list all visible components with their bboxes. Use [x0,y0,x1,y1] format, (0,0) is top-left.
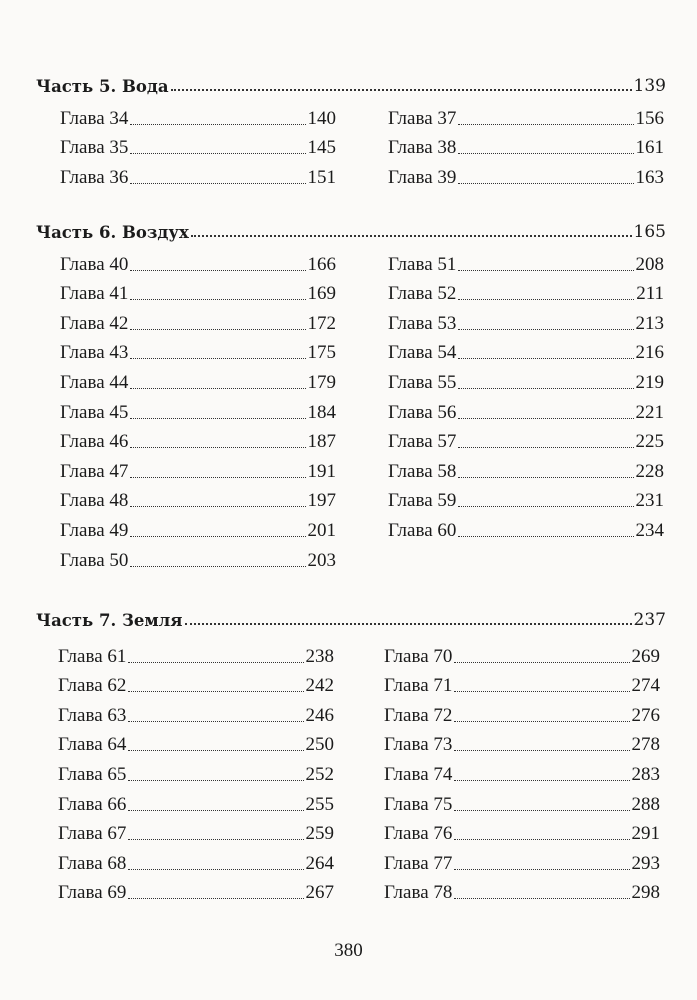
chapter-page-number: 216 [635,342,664,364]
chapter-label: Глава 49 [60,519,129,541]
dot-leader [130,566,305,567]
chapter-label: Глава 36 [60,166,129,188]
chapter-label: Глава 62 [58,675,127,697]
chapter-label: Глава 51 [388,253,457,275]
toc-entry[interactable] [384,668,660,698]
chapter-label: Глава 68 [58,852,127,874]
toc-entry[interactable] [60,305,336,335]
part-page-number: 165 [633,222,666,242]
part-page-number: 237 [633,610,666,630]
toc-entry[interactable] [388,424,664,454]
dot-leader [458,358,633,359]
toc-entry[interactable] [58,845,334,875]
chapter-label: Глава 42 [60,312,129,334]
dot-leader [458,388,633,389]
toc-entry[interactable] [60,483,336,513]
dot-leader [130,299,305,300]
chapter-label: Глава 46 [60,431,129,453]
dot-leader [128,750,303,751]
toc-entry[interactable] [60,100,336,130]
dot-leader [128,691,303,692]
chapter-page-number: 242 [305,675,334,697]
chapter-page-number: 252 [305,763,334,785]
chapter-page-number: 213 [635,312,664,334]
dot-leader [191,235,632,237]
chapter-page-number: 184 [307,401,336,423]
dot-leader [128,721,303,722]
dot-leader [458,418,633,419]
chapter-label: Глава 54 [388,342,457,364]
chapter-label: Глава 70 [384,645,453,667]
chapter-label: Глава 63 [58,704,127,726]
dot-leader [458,124,633,125]
chapter-page-number: 234 [635,519,664,541]
toc-entry[interactable] [58,697,334,727]
toc-entry[interactable] [384,697,660,727]
chapter-label: Глава 61 [58,645,127,667]
dot-leader [458,270,633,271]
toc-entry[interactable] [388,453,664,483]
chapter-page-number: 291 [631,823,660,845]
toc-entry[interactable] [388,364,664,394]
toc-entry[interactable] [384,845,660,875]
toc-entry[interactable] [388,335,664,365]
chapter-page-number: 238 [305,645,334,667]
chapter-label: Глава 53 [388,312,457,334]
chapter-label: Глава 60 [388,519,457,541]
toc-entry[interactable] [384,638,660,668]
chapter-column-right [388,246,664,542]
chapter-page-number: 156 [635,107,664,129]
toc-entry[interactable] [388,276,664,306]
part-page-number: 139 [633,76,666,96]
toc-entry[interactable] [60,130,336,160]
part-heading[interactable] [36,212,666,242]
chapter-page-number: 250 [305,734,334,756]
toc-entry[interactable] [60,424,336,454]
chapter-label: Глава 73 [384,734,453,756]
chapter-page-number: 276 [631,704,660,726]
toc-entry[interactable] [388,394,664,424]
dot-leader [458,536,633,537]
dot-leader [458,477,633,478]
dot-leader [458,447,633,448]
chapter-label: Глава 67 [58,823,127,845]
dot-leader [130,536,305,537]
chapter-page-number: 175 [307,342,336,364]
toc-entry[interactable] [58,875,334,905]
toc-entry[interactable] [384,875,660,905]
dot-leader [185,623,632,625]
chapter-label: Глава 44 [60,371,129,393]
chapter-column-left [58,638,334,904]
toc-entry[interactable] [60,276,336,306]
chapter-label: Глава 35 [60,137,129,159]
dot-leader [454,869,629,870]
chapter-column-right [388,100,664,189]
chapter-label: Глава 57 [388,431,457,453]
chapter-label: Глава 76 [384,823,453,845]
chapter-label: Глава 43 [60,342,129,364]
chapter-page-number: 221 [635,401,664,423]
chapter-page-number: 246 [305,704,334,726]
toc-entry[interactable] [60,246,336,276]
dot-leader [458,506,633,507]
dot-leader [130,270,305,271]
dot-leader [454,839,629,840]
chapter-label: Глава 59 [388,490,457,512]
chapter-page-number: 288 [631,793,660,815]
dot-leader [130,506,305,507]
chapter-label: Глава 48 [60,490,129,512]
dot-leader [128,898,303,899]
chapter-page-number: 298 [631,882,660,904]
dot-leader [171,89,632,91]
dot-leader [130,388,305,389]
chapter-column-right [384,638,660,904]
chapter-label: Глава 75 [384,793,453,815]
chapter-page-number: 140 [307,107,336,129]
chapter-page-number: 283 [631,763,660,785]
chapter-page-number: 264 [305,852,334,874]
chapter-page-number: 255 [305,793,334,815]
chapter-page-number: 161 [635,137,664,159]
chapter-column-left [60,246,336,572]
toc-entry[interactable] [58,727,334,757]
toc-entry[interactable] [58,638,334,668]
chapter-page-number: 228 [635,460,664,482]
dot-leader [454,721,629,722]
chapter-label: Глава 39 [388,166,457,188]
toc-entry[interactable] [384,786,660,816]
toc-entry[interactable] [60,512,336,542]
dot-leader [458,183,633,184]
part-title: Часть 6. Воздух [36,223,189,242]
dot-leader [128,780,303,781]
dot-leader [130,447,305,448]
chapter-page-number: 211 [636,283,664,305]
dot-leader [130,418,305,419]
chapter-label: Глава 40 [60,253,129,275]
chapter-page-number: 278 [631,734,660,756]
chapter-label: Глава 37 [388,107,457,129]
chapter-page-number: 179 [307,371,336,393]
toc-entry[interactable] [60,453,336,483]
toc-entry[interactable] [60,394,336,424]
chapter-label: Глава 38 [388,137,457,159]
chapter-page-number: 269 [631,645,660,667]
chapter-page-number: 201 [307,519,336,541]
chapter-page-number: 293 [631,852,660,874]
dot-leader [128,662,303,663]
chapter-page-number: 191 [307,460,336,482]
chapter-label: Глава 55 [388,371,457,393]
chapter-page-number: 225 [635,431,664,453]
dot-leader [454,750,629,751]
dot-leader [128,869,303,870]
chapter-label: Глава 78 [384,882,453,904]
chapter-page-number: 219 [635,371,664,393]
chapter-page-number: 267 [305,882,334,904]
chapter-page-number: 163 [635,166,664,188]
chapter-label: Глава 74 [384,763,453,785]
dot-leader [128,810,303,811]
chapter-page-number: 187 [307,431,336,453]
chapter-column-left [60,100,336,189]
chapter-page-number: 151 [307,166,336,188]
chapter-page-number: 203 [307,549,336,571]
chapter-label: Глава 64 [58,734,127,756]
toc-entry[interactable] [384,816,660,846]
chapter-page-number: 172 [307,312,336,334]
dot-leader [458,329,633,330]
chapter-page-number: 274 [631,675,660,697]
toc-entry[interactable] [60,159,336,189]
toc-entry[interactable] [388,512,664,542]
chapter-label: Глава 47 [60,460,129,482]
dot-leader [454,662,629,663]
toc-entry[interactable] [58,668,334,698]
toc-entry[interactable] [384,727,660,757]
toc-entry[interactable] [58,756,334,786]
chapter-label: Глава 41 [60,283,129,305]
dot-leader [130,477,305,478]
dot-leader [130,124,305,125]
dot-leader [130,329,305,330]
chapter-label: Глава 72 [384,704,453,726]
toc-entry[interactable] [58,816,334,846]
chapter-label: Глава 50 [60,549,129,571]
toc-entry[interactable] [58,786,334,816]
chapter-label: Глава 58 [388,460,457,482]
toc-entry[interactable] [388,246,664,276]
part-title: Часть 5. Вода [36,77,169,96]
chapter-page-number: 166 [307,253,336,275]
toc-entry[interactable] [388,305,664,335]
toc-entry[interactable] [60,542,336,572]
toc-entry[interactable] [388,130,664,160]
chapter-label: Глава 52 [388,283,457,305]
chapter-label: Глава 65 [58,763,127,785]
chapter-page-number: 231 [635,490,664,512]
dot-leader [130,358,305,359]
toc-entry[interactable] [388,483,664,513]
toc-entry[interactable] [60,364,336,394]
dot-leader [454,691,629,692]
toc-entry[interactable] [60,335,336,365]
part-title: Часть 7. Земля [36,611,183,630]
dot-leader [454,780,629,781]
chapter-label: Глава 77 [384,852,453,874]
page-number: 380 [334,940,363,961]
chapter-page-number: 169 [307,283,336,305]
chapter-label: Глава 45 [60,401,129,423]
chapter-page-number: 208 [635,253,664,275]
dot-leader [454,810,629,811]
dot-leader [130,153,305,154]
chapter-label: Глава 34 [60,107,129,129]
toc-entry[interactable] [388,100,664,130]
dot-leader [128,839,303,840]
chapter-label: Глава 56 [388,401,457,423]
dot-leader [458,299,634,300]
part-heading[interactable] [36,66,666,96]
part-heading[interactable] [36,600,666,630]
chapter-page-number: 259 [305,823,334,845]
chapter-page-number: 197 [307,490,336,512]
dot-leader [454,898,629,899]
chapter-label: Глава 66 [58,793,127,815]
chapter-label: Глава 71 [384,675,453,697]
toc-entry[interactable] [384,756,660,786]
toc-entry[interactable] [388,159,664,189]
dot-leader [130,183,305,184]
chapter-label: Глава 69 [58,882,127,904]
dot-leader [458,153,633,154]
chapter-page-number: 145 [307,137,336,159]
